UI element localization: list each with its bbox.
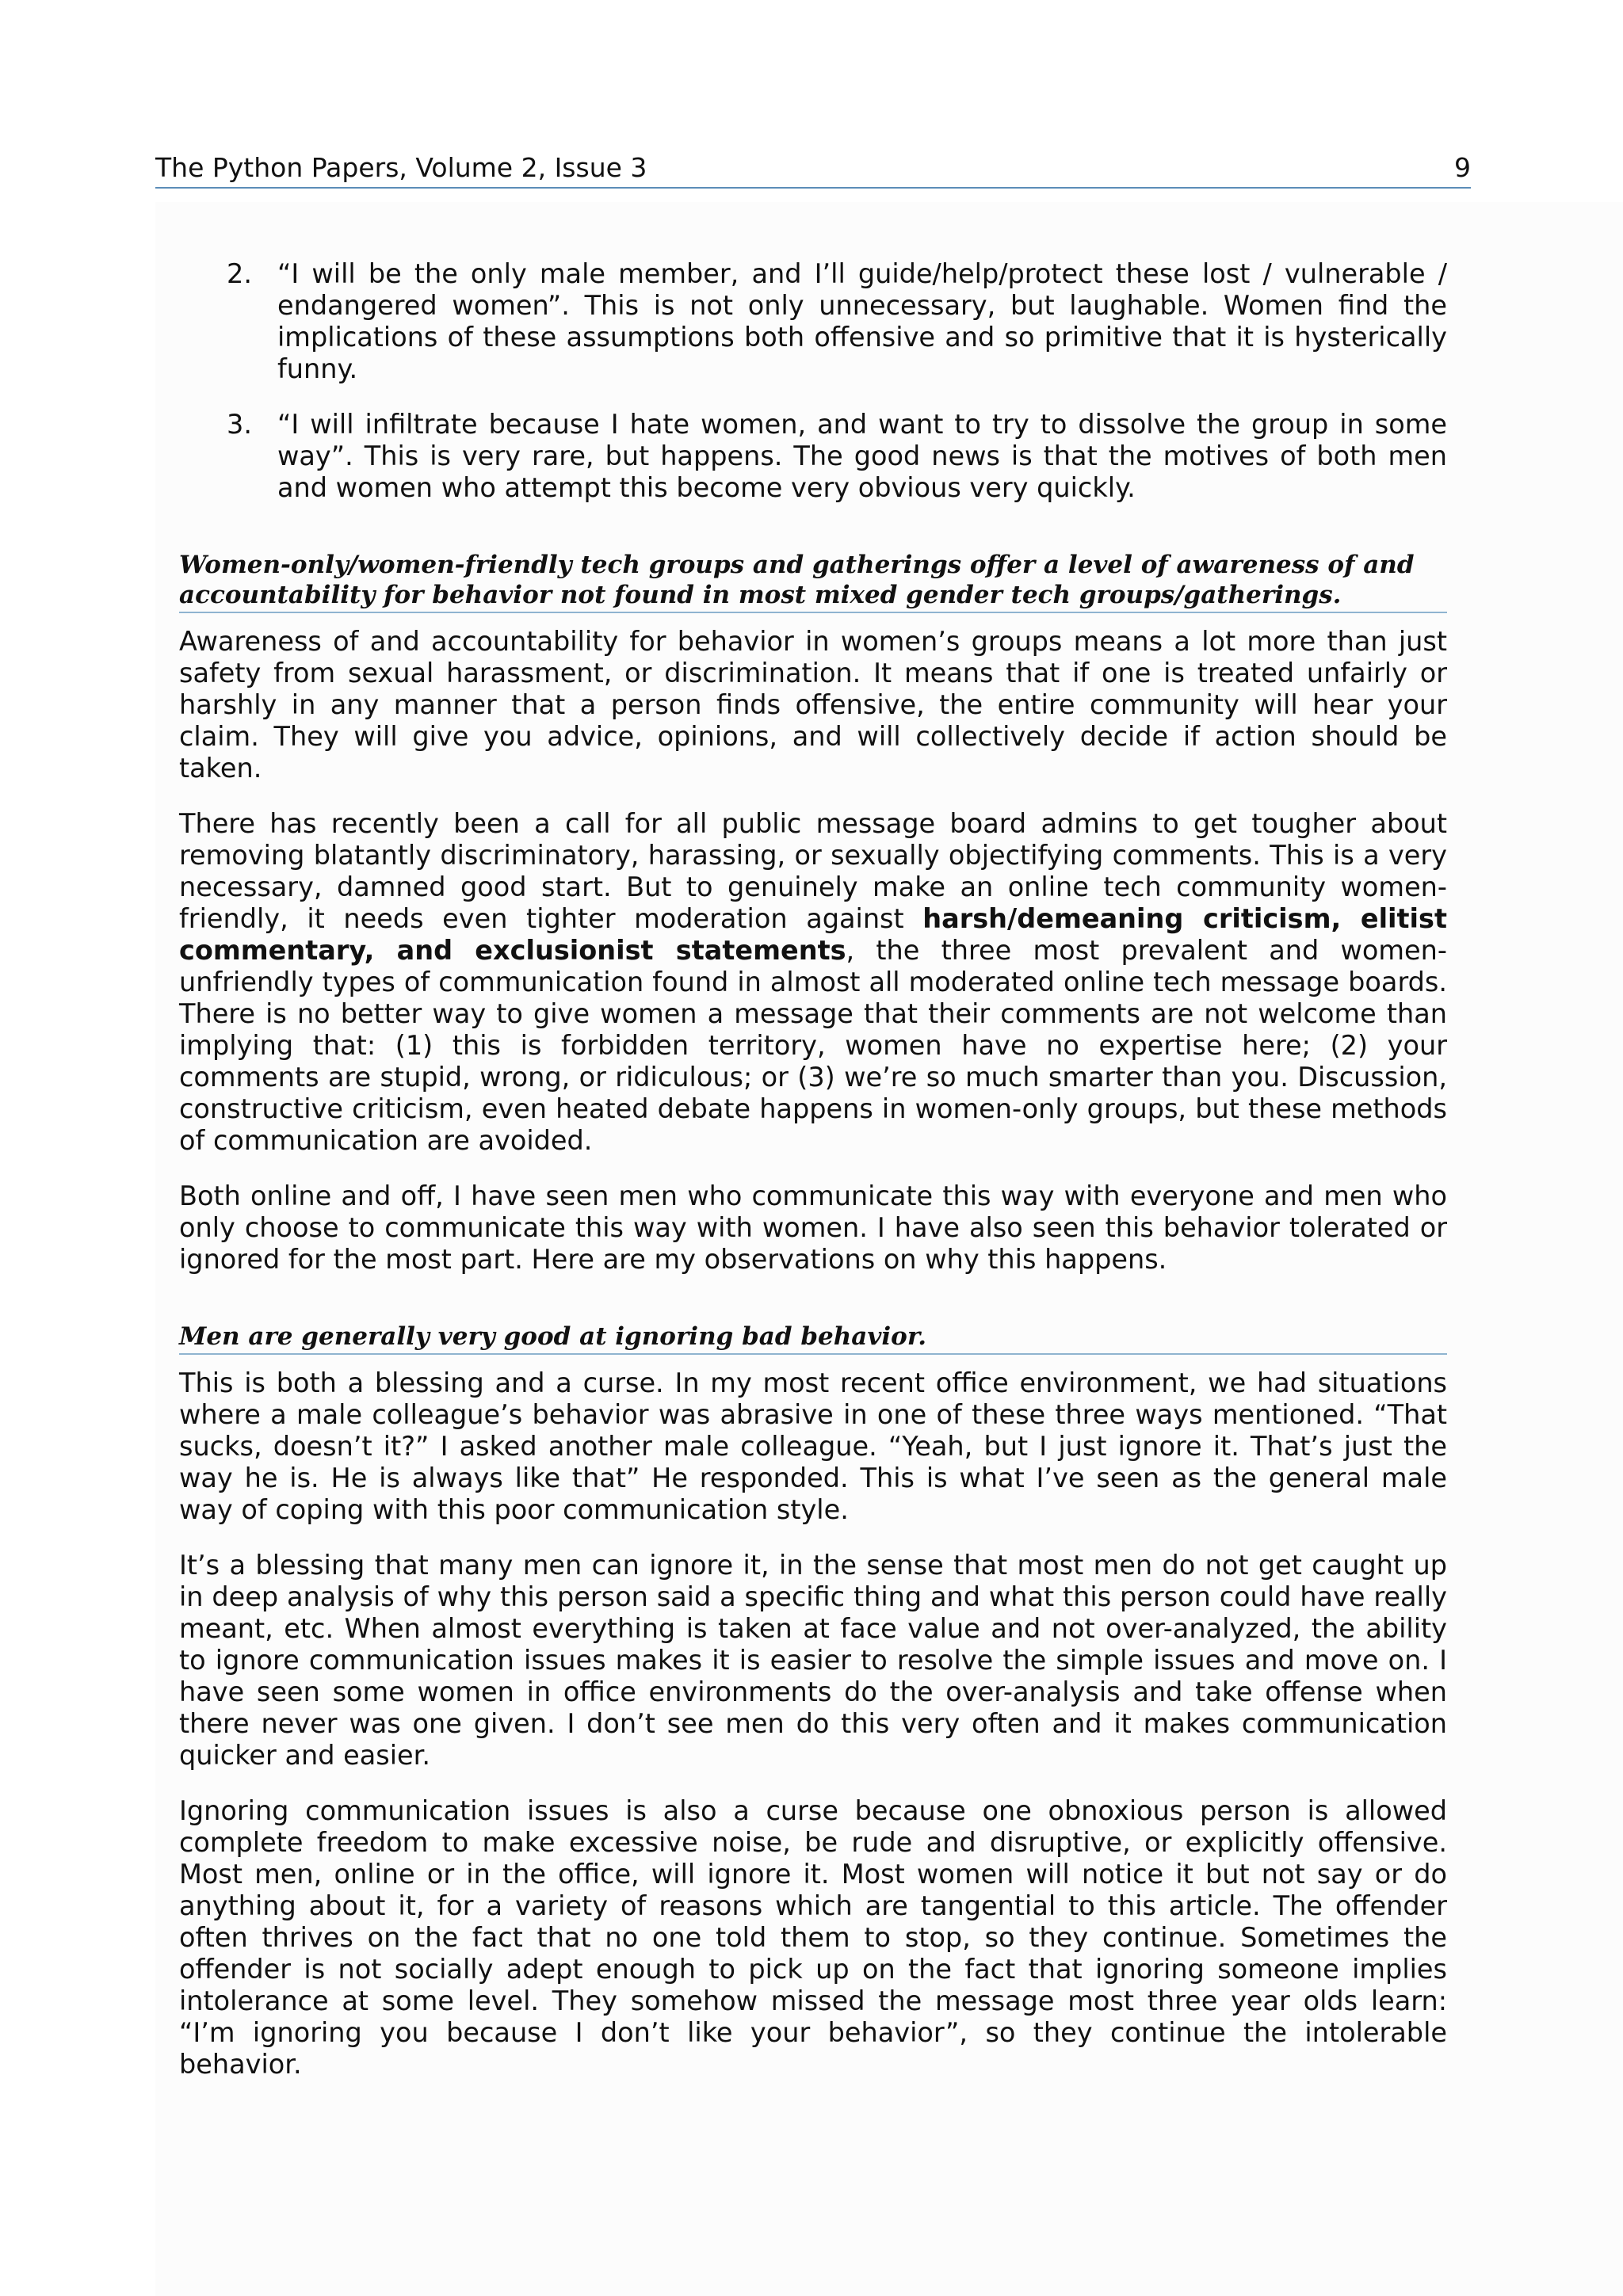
section-heading-ignoring: Men are generally very good at ignoring bad behavior.: [179, 1322, 1447, 1355]
running-header: [155, 152, 1471, 189]
journal-title: The Python Papers, Volume 2, Issue 3: [155, 152, 647, 183]
list-item-text: “I will infiltrate because I hate women, and want to try to dissolve the group in some way”. This is very rare, but happens. The good news is that the motives of both men and women who attempt this become very obvious very quickly.: [277, 409, 1447, 503]
paragraph: Awareness of and accountability for behavior in women’s groups means a lot more than just safety from sexual harassment, or discrimination. It means that if one is treated unfairly or harshly in any manner that a person finds offensive, the entire community will hear your claim. They will give you advice, opinions, and will collectively decide if action should be taken.: [179, 626, 1447, 784]
paragraph: Ignoring communication issues is also a curse because one obnoxious person is allowed complete freedom to make excessive noise, be rude and disruptive, or explicitly offensive. Most men, online or in the office, will ignore it. Most women will notice it but not say or do anything about it, for a variety of reasons which are tangential to this article. The offender often thrives on the fact that no one told them to stop, so they continue. Sometimes the offender is not socially adept enough to pick up on the fact that ignoring someone implies intolerance at some level. They somehow missed the message most three year olds learn: “I’m ignoring you because I don’t like your behavior”, so they continue the intolerable behavior.: [179, 1795, 1447, 2080]
list-item-text: “I will be the only male member, and I’ll guide/help/protect these lost / vulnerable / endangered women”. This is not only unnecessary, but laughable. Women find the implications of these assumptions both offensive and so primitive that it is hysterically funny.: [277, 258, 1447, 384]
bold-emphasis: harsh/demeaning criticism, elitist commentary, and exclusionist statements: [179, 903, 1447, 966]
numbered-list: [179, 258, 1447, 504]
paragraph: [179, 808, 1447, 1157]
list-item: [179, 258, 1447, 385]
paragraph: It’s a blessing that many men can ignore it, in the sense that most men do not get caught up in deep analysis of why this person said a specific thing and what this person could have really meant, etc. When almost everything is taken at face value and not over-analyzed, the ability to ignore communication issues makes it is easier to resolve the simple issues and move on. I have seen some women in office environments do the over-analysis and take offense when there never was one given. I don’t see men do this very often and it makes communication quicker and easier.: [179, 1550, 1447, 1771]
paragraph-text: There has recently been a call for all public message board admins to get tougher about removing blatantly discriminatory, harassing, or sexually objectifying comments. This is a very necessary, damned good start. But to genuinely make an online tech community women-friendly, it needs even tighter moderation against: [179, 808, 1447, 934]
article-body: [179, 258, 1447, 2104]
paragraph-text: , the three most prevalent and women-unfriendly types of communication found in almost all moderated online tech message boards. There is no better way to give women a message that their comments are not welcome than implying that: (1) this is forbidden territory, women have no expertise here; (2) your comments are stupid, wrong, or ridiculous; or (3) we’re so much smarter than you. Discussion, constructive criticism, even heated debate happens in women-only groups, but these methods of communication are avoided.: [179, 935, 1447, 1156]
list-item-number: 2.: [227, 258, 252, 289]
section-heading-awareness: Women-only/women-friendly tech groups and gatherings offer a level of awareness of and accountability for behavior not found in most mixed gender tech groups/gatherings.: [179, 550, 1447, 613]
list-item-number: 3.: [227, 409, 252, 440]
page-number: 9: [1454, 152, 1471, 183]
paragraph: Both online and off, I have seen men who communicate this way with everyone and men who only choose to communicate this way with women. I have also seen this behavior tolerated or ignored for the most part. Here are my observations on why this happens.: [179, 1180, 1447, 1275]
list-item: [179, 409, 1447, 504]
paragraph: This is both a blessing and a curse. In my most recent office environment, we had situations where a male colleague’s behavior was abrasive in one of these three ways mentioned. “That sucks, doesn’t it?” I asked another male colleague. “Yeah, but I just ignore it. That’s just the way he is. He is always like that” He responded. This is what I’ve seen as the general male way of coping with this poor communication style.: [179, 1367, 1447, 1525]
